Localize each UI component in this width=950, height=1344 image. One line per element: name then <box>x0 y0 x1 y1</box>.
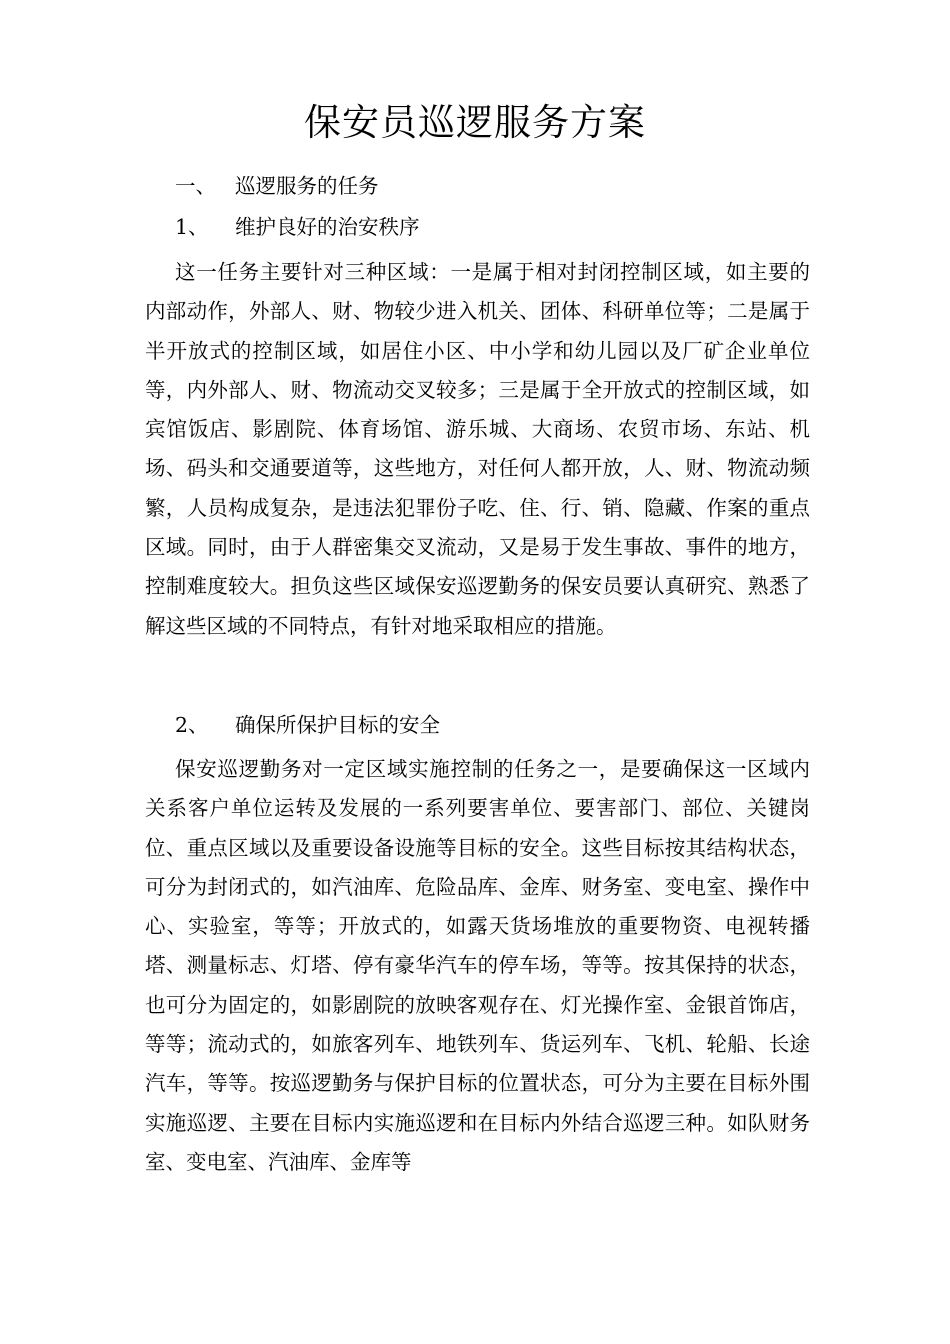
paragraph-2: 保安巡逻勤务对一定区域实施控制的任务之一，是要确保这一区域内关系客户单位运转及发展的一系列要害单位、要害部门、部位、关键岗位、重点区域以及重要设备设施等目标的安全。这些目标按其结构状态，可分为封闭式的，如汽油库、危险品库、金库、财务室、变电室、操作中心、实验室，等等；开放式的，如露天货场堆放的重要物资、电视转播塔、测量标志、灯塔、停有豪华汽车的停车场，等等。按其保持的状态，也可分为固定的，如影剧院的放映客观存在、灯光操作室、金银首饰店，等等；流动式的，如旅客列车、地铁列车、货运列车、飞机、轮船、长途汽车，等等。按巡逻勤务与保护目标的位置状态，可分为主要在目标外围实施巡逻、主要在目标内实施巡逻和在目标内外结合巡逻三种。如队财务室、变电室、汽油库、金库等 <box>145 757 810 1174</box>
section-number: 一、 <box>175 174 216 198</box>
item-heading-text: 维护良好的治安秩序 <box>235 215 420 239</box>
section-heading-text: 巡逻服务的任务 <box>235 174 379 198</box>
item-heading-2 <box>175 710 440 740</box>
item-number: 1、 <box>175 215 209 239</box>
section-heading-1 <box>175 171 379 201</box>
page-title: 保安员巡逻服务方案 <box>304 101 646 144</box>
item-heading-1 <box>175 212 420 242</box>
item-number: 2、 <box>175 713 209 737</box>
item-heading-text: 确保所保护目标的安全 <box>235 713 440 737</box>
paragraph-1: 这一任务主要针对三种区域：一是属于相对封闭控制区域，如主要的内部动作，外部人、财、物较少进入机关、团体、科研单位等；二是属于半开放式的控制区域，如居住小区、中小学和幼儿园以及厂矿企业单位等，内外部人、财、物流动交叉较多；三是属于全开放式的控制区域，如宾馆饭店、影剧院、体育场馆、游乐城、大商场、农贸市场、东站、机场、码头和交通要道等，这些地方，对任何人都开放，人、财、物流动频繁，人员构成复杂，是违法犯罪份子吃、住、行、销、隐藏、作案的重点区域。同时，由于人群密集交叉流动，又是易于发生事故、事件的地方，控制难度较大。担负这些区域保安巡逻勤务的保安员要认真研究、熟悉了解这些区域的不同特点，有针对地采取相应的措施。 <box>145 260 810 638</box>
